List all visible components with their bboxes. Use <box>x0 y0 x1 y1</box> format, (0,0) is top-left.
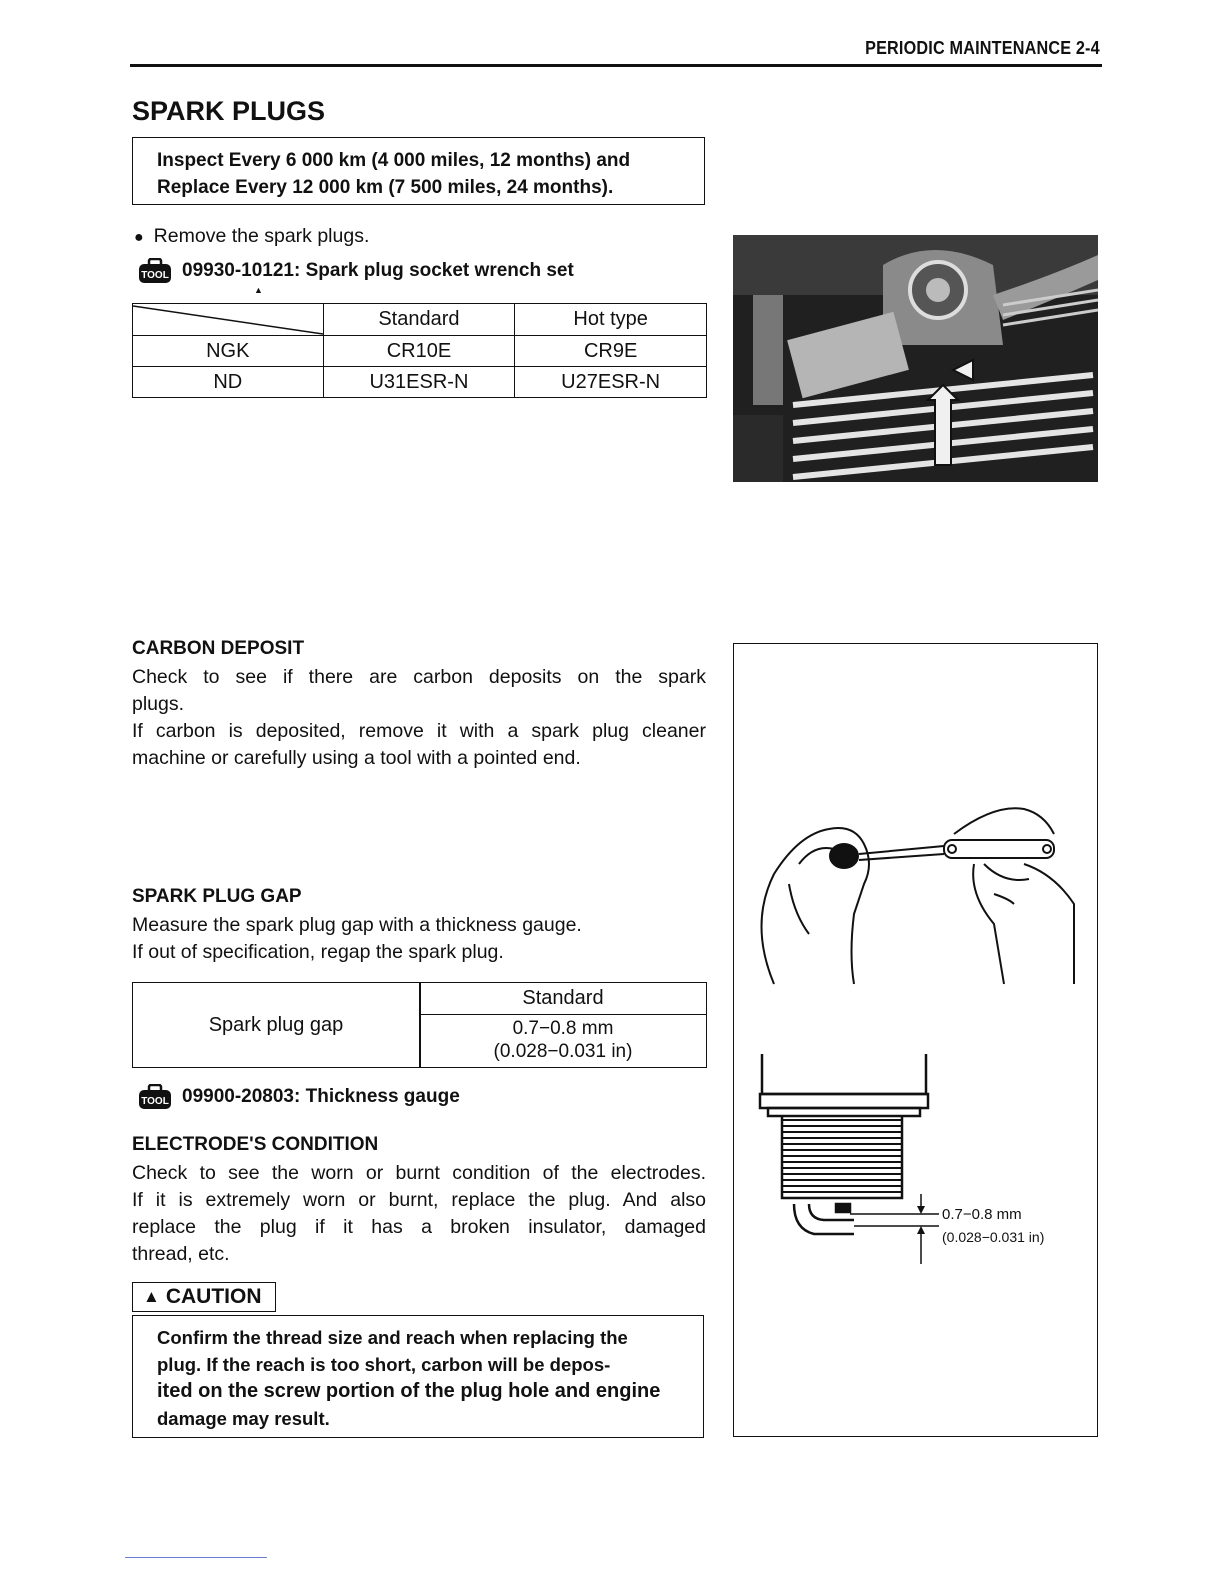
gap-annotation-in: (0.028−0.031 in) <box>942 1229 1045 1245</box>
bullet-icon: ● <box>134 229 144 246</box>
interval-line-1: Inspect Every 6 000 km (4 000 miles, 12 months) and <box>157 150 631 171</box>
carbon-line-1: Check to see if there are carbon deposits on the spark <box>132 666 706 688</box>
diagonal-line <box>133 304 323 336</box>
table-cell-brand: NGK <box>133 336 324 367</box>
table-header-hot-type: Hot type <box>515 304 707 336</box>
electrode-text <box>132 1160 706 1268</box>
caution-line-2: plug. If the reach is too short, carbon will be depos- <box>157 1354 611 1375</box>
table-row <box>133 336 707 367</box>
tool-line-2 <box>138 1084 460 1110</box>
carbon-heading: CARBON DEPOSIT <box>132 638 305 659</box>
table-row <box>133 367 707 398</box>
gap-value-in: (0.028−0.031 in) <box>493 1041 633 1062</box>
caution-line-1: Confirm the thread size and reach when replacing the <box>157 1327 628 1348</box>
table-corner-cell <box>133 304 324 336</box>
tool-2-text: 09900-20803: Thickness gauge <box>182 1086 460 1107</box>
remove-step <box>134 223 369 251</box>
caution-line-4: damage may result. <box>157 1408 330 1429</box>
gauge-illustration-frame <box>733 643 1098 1437</box>
gap-text <box>132 912 582 966</box>
gap-table <box>132 982 707 1068</box>
spark-plug-table <box>132 303 707 398</box>
caution-label <box>132 1282 276 1312</box>
bottom-edge-line <box>125 1557 267 1558</box>
tool-icon <box>138 258 172 284</box>
table-cell-hot: U27ESR-N <box>515 367 707 398</box>
gap-line-2: If out of specification, regap the spark plug. <box>132 941 504 963</box>
tool-line-1 <box>138 258 574 284</box>
gap-annotation <box>942 1204 1044 1248</box>
table-cell-standard: U31ESR-N <box>323 367 515 398</box>
carbon-line-4: machine or carefully using a tool with a pointed end. <box>132 747 581 769</box>
remove-step-text: Remove the spark plugs. <box>153 225 370 247</box>
gap-table-value <box>420 1017 706 1063</box>
gap-value-mm: 0.7−0.8 mm <box>512 1018 614 1039</box>
tool-icon-label: TOOL <box>141 270 169 281</box>
warning-icon: ▲ <box>143 1287 160 1306</box>
small-arrow-icon: ▲ <box>254 285 263 295</box>
gap-line-1: Measure the spark plug gap with a thickness gauge. <box>132 914 582 936</box>
electrode-line-3: replace the plug if it has a broken insulator, damaged <box>132 1216 706 1238</box>
gap-table-label: Spark plug gap <box>208 1013 344 1036</box>
gap-heading: SPARK PLUG GAP <box>132 886 302 907</box>
caution-line-3: ited on the screw portion of the plug hole and engine <box>157 1380 661 1402</box>
interval-box <box>132 137 705 205</box>
page-header-title: PERIODIC MAINTENANCE 2-4 <box>865 38 1100 58</box>
carbon-text <box>132 664 706 772</box>
caution-text: CAUTION <box>165 1285 262 1308</box>
caution-box <box>132 1315 704 1438</box>
table-cell-brand: ND <box>133 367 324 398</box>
electrode-line-4: thread, etc. <box>132 1243 230 1265</box>
tool-1-text: 09930-10121: Spark plug socket wrench set <box>182 260 574 281</box>
tool-icon <box>138 1084 172 1110</box>
electrode-line-1: Check to see the worn or burnt condition of the electrodes. <box>132 1162 706 1184</box>
header-rule <box>130 64 1102 67</box>
section-title: SPARK PLUGS <box>132 96 326 126</box>
electrode-line-2: If it is extremely worn or burnt, replace the plug. And also <box>132 1189 706 1211</box>
electrode-heading: ELECTRODE'S CONDITION <box>132 1134 379 1155</box>
carbon-line-3: If carbon is deposited, remove it with a spark plug cleaner <box>132 720 706 742</box>
table-header-standard: Standard <box>323 304 515 336</box>
hands-gauge-illustration <box>754 804 1084 1004</box>
tool-icon-label: TOOL <box>141 1096 169 1107</box>
carbon-line-2: plugs. <box>132 693 185 715</box>
table-cell-standard: CR10E <box>323 336 515 367</box>
gap-annotation-mm: 0.7−0.8 mm <box>942 1206 1022 1223</box>
interval-line-2: Replace Every 12 000 km (7 500 miles, 24 months). <box>157 177 614 198</box>
engine-photo <box>733 235 1098 482</box>
gap-table-header: Standard <box>420 983 706 1015</box>
table-cell-hot: CR9E <box>515 336 707 367</box>
